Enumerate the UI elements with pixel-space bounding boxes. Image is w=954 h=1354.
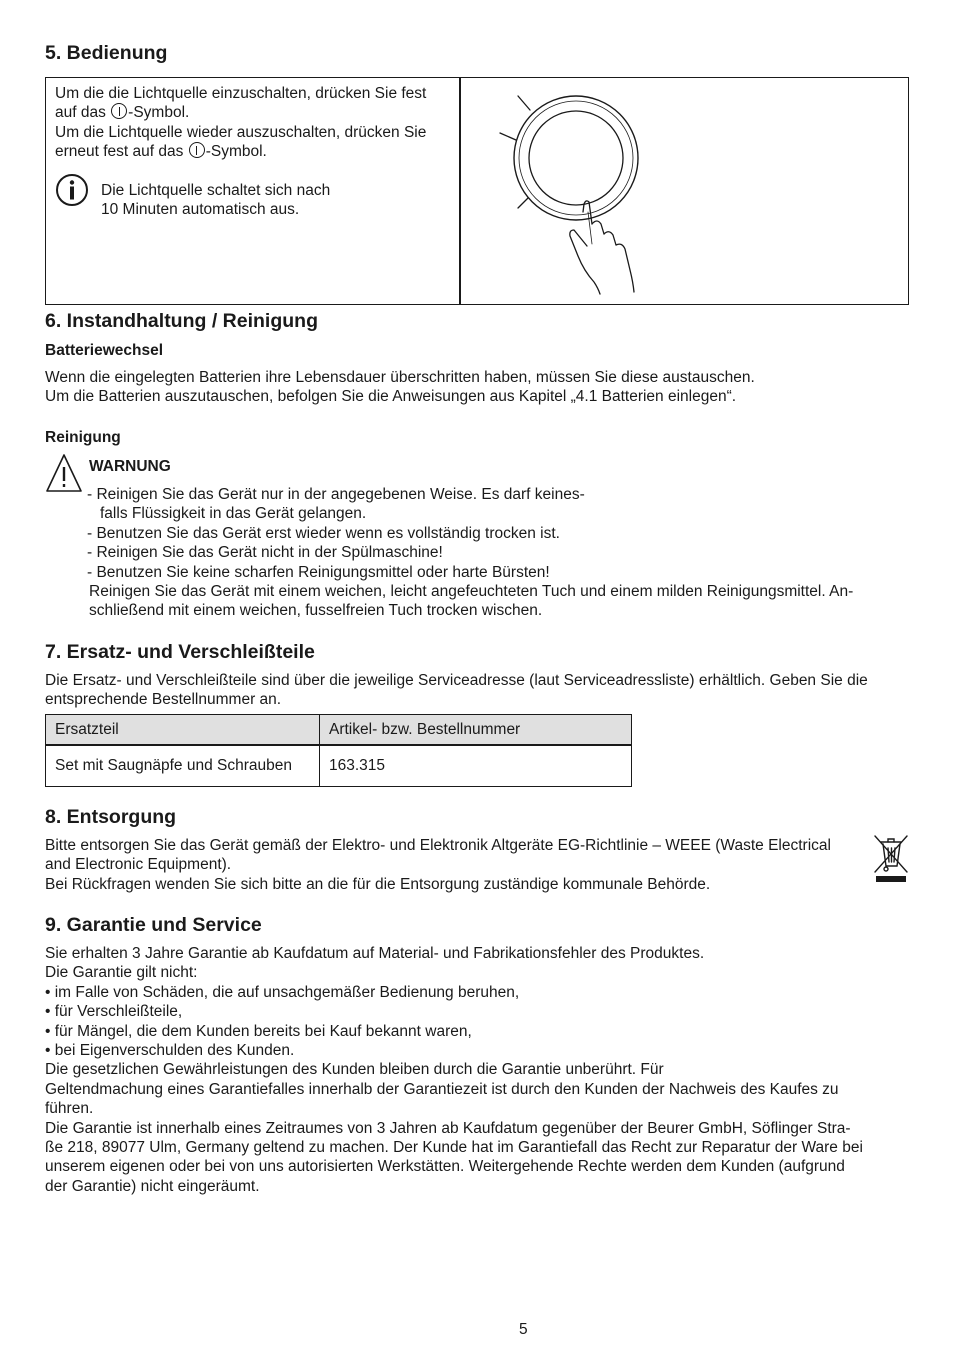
battery-text: Wenn die eingelegten Batterien ihre Lebensdauer überschritten haben, müssen Sie diese austauschen. Um die Batterien auszutauschen, befolgen Sie die Anweisungen aus Kapitel „4.1 Batterien einlegen“. — [45, 369, 755, 406]
warranty-bullet: • für Verschleißteile, — [45, 1003, 183, 1021]
switch-off-line-1: Um die Lichtquelle wieder auszuschalten, drücken Sie — [55, 123, 427, 141]
cleaning-text: Reinigen Sie das Gerät mit einem weichen, leicht angefeuchteten Tuch und einem milden Reinigungsmittel. An- schließend mit einem weichen, fusselfreien Tuch trocken wischen. — [89, 583, 854, 620]
spare-parts-table — [45, 714, 632, 787]
column-header-number: Artikel- bzw. Bestellnummer — [320, 715, 632, 746]
section-6-title: 6. Instandhaltung / Reinigung — [45, 310, 318, 332]
warning-item: - Benutzen Sie das Gerät erst wieder wenn es vollständig trocken ist. — [87, 524, 560, 542]
lamp-press-illustration — [460, 78, 908, 304]
section-5-title: 5. Bedienung — [45, 42, 168, 64]
warranty-line: Die Garantie ist innerhalb eines Zeitraumes von 3 Jahren ab Kaufdatum gegenüber der Beurer GmbH, Söflinger Stra- — [45, 1119, 851, 1137]
weee-crossed-bin-icon — [872, 832, 910, 884]
operation-text — [55, 84, 426, 162]
warning-list — [87, 485, 585, 582]
page-number: 5 — [519, 1321, 528, 1338]
table-row — [46, 745, 632, 787]
disposal-text: Bitte entsorgen Sie das Gerät gemäß der Elektro- und Elektronik Altgeräte EG-Richtlinie – WEEE (Waste Electrical and Electronic Equipment). Bei Rückfragen wenden Sie sich bitte an die für die Entsorgung zuständige kommunale Behörde. — [45, 837, 831, 893]
warranty-line: Die Garantie gilt nicht: — [45, 964, 198, 982]
warning-triangle-icon — [45, 452, 83, 494]
operation-panel — [45, 77, 909, 305]
warning-item: - Benutzen Sie keine scharfen Reinigungsmittel oder harte Bürsten! — [87, 563, 550, 581]
info-note: Die Lichtquelle schaltet sich nach 10 Minuten automatisch aus. — [101, 182, 331, 219]
warranty-text — [45, 944, 863, 1196]
warranty-bullet: • im Falle von Schäden, die auf unsachgemäßer Bedienung beruhen, — [45, 983, 520, 1001]
spare-parts-text: Die Ersatz- und Verschleißteile sind über die jeweilige Serviceadresse (laut Serviceadressliste) erhältlich. Geben Sie die entsprechende Bestellnummer an. — [45, 672, 868, 709]
switch-on-line-2: auf das -Symbol. — [55, 104, 190, 122]
warning-label: WARNUNG — [89, 458, 171, 475]
section-9-title: 9. Garantie und Service — [45, 914, 262, 936]
warranty-line: Sie erhalten 3 Jahre Garantie ab Kaufdatum auf Material- und Fabrikationsfehler des Produktes. — [45, 945, 705, 962]
warning-item: - Reinigen Sie das Gerät nur in der angegebenen Weise. Es darf keines- — [87, 486, 585, 503]
table-header-row — [46, 715, 632, 746]
switch-on-line-1: Um die die Lichtquelle einzuschalten, drücken Sie fest — [55, 85, 427, 102]
switch-off-line-2: erneut fest auf das -Symbol. — [55, 143, 267, 161]
warranty-line: Geltendmachung eines Garantiefalles innerhalb der Garantiezeit ist durch den Kunden der Nachweis des Kaufes zu — [45, 1080, 839, 1098]
section-8-title: 8. Entsorgung — [45, 806, 177, 828]
power-symbol-icon — [189, 142, 205, 158]
warranty-line: der Garantie) nicht eingeräumt. — [45, 1177, 260, 1195]
section-7-title: 7. Ersatz- und Verschleißteile — [45, 641, 315, 663]
warranty-line: führen. — [45, 1100, 94, 1118]
cell-number: 163.315 — [320, 745, 632, 787]
warranty-bullet: • für Mängel, die dem Kunden bereits bei Kauf bekannt waren, — [45, 1022, 472, 1040]
info-icon — [55, 173, 89, 207]
warning-item: - Reinigen Sie das Gerät nicht in der Spülmaschine! — [87, 544, 443, 562]
cell-part: Set mit Saugnäpfe und Schrauben — [46, 745, 320, 787]
column-header-part: Ersatzteil — [46, 715, 320, 746]
warning-item-continued: falls Flüssigkeit in das Gerät gelangen. — [100, 505, 367, 523]
power-symbol-icon — [111, 103, 127, 119]
warranty-line: ße 218, 89077 Ulm, Germany geltend zu machen. Der Kunde hat im Garantiefall das Recht zur Reparatur der Ware bei — [45, 1139, 863, 1157]
warranty-line: unserem eigenen oder bei von uns autorisierten Werkstätten. Weitergehende Rechte werden dem Kunden (aufgrund — [45, 1158, 845, 1176]
warranty-bullet: • bei Eigenverschulden des Kunden. — [45, 1042, 295, 1060]
battery-heading: Batteriewechsel — [45, 342, 164, 359]
cleaning-heading: Reinigung — [45, 429, 121, 446]
warranty-line: Die gesetzlichen Gewährleistungen des Kunden bleiben durch die Garantie unberührt. Für — [45, 1061, 664, 1079]
